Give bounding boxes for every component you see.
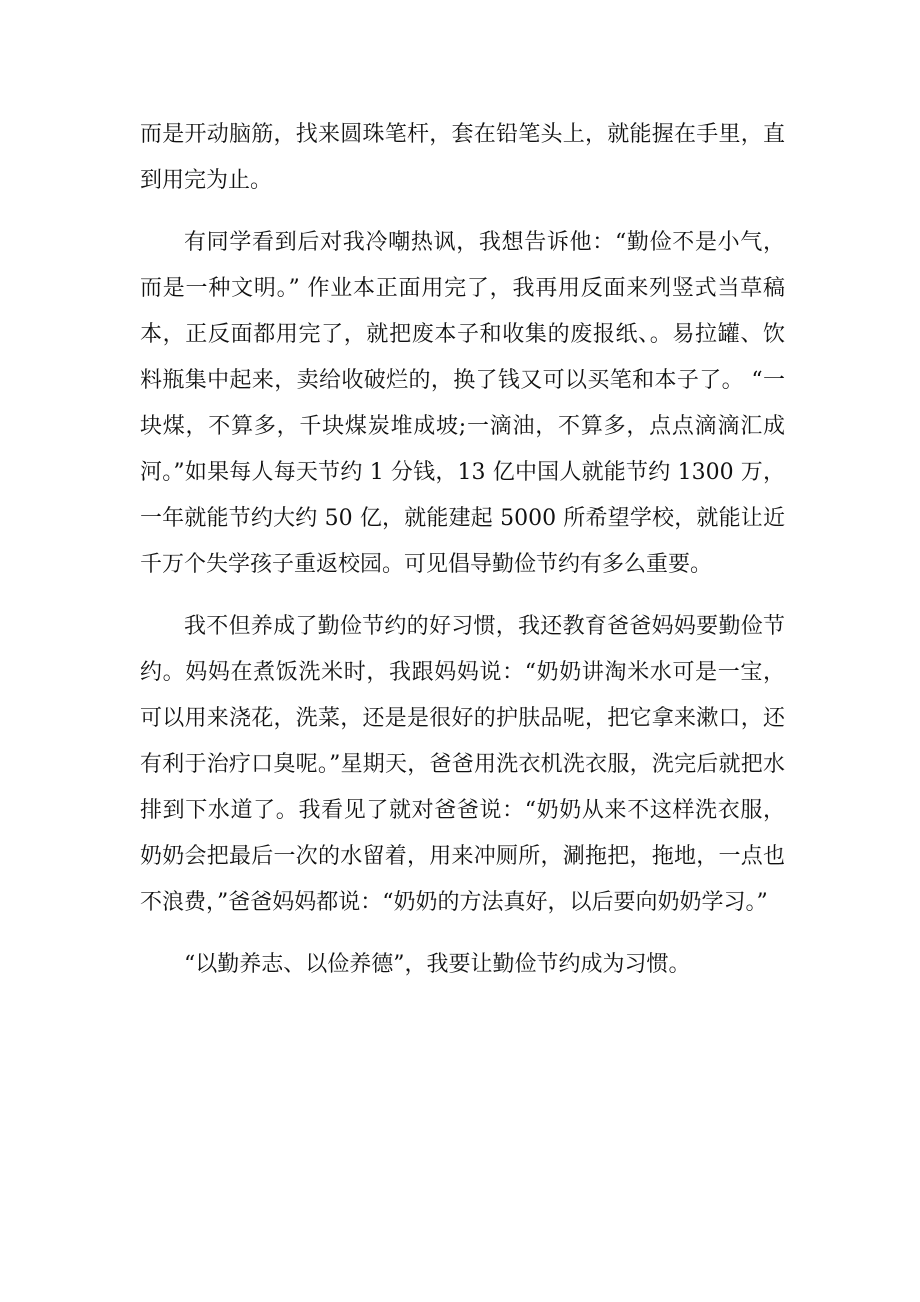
document-page (140, 112, 785, 1004)
paragraph-3: 我不但养成了勤俭节约的好习惯，我还教育爸爸妈妈要勤俭节约。妈妈在煮饭洗米时，我跟妈妈说：“奶奶讲淘米水可是一宝，可以用来浇花，洗菜，还是是很好的护肤品呢，把它拿来漱口，还有利于治疗口臭呢。”星期天，爸爸用洗衣机洗衣服，洗完后就把水排到下水道了。我看见了就对爸爸说：“奶奶从来不这样洗衣服，奶奶会把最后一次的水留着，用来冲厕所，涮拖把，拖地，一点也不浪费，”爸爸妈妈都说：“奶奶的方法真好，以后要向奶奶学习。” (140, 614, 785, 915)
paragraph-1: 而是开动脑筋，找来圆珠笔杆，套在铅笔头上，就能握在手里，直到用完为止。 (140, 122, 785, 193)
paragraph-4: “以勤养志、以俭养德”，我要让勤俭节约成为习惯。 (184, 952, 691, 977)
paragraph-2: 有同学看到后对我冷嘲热讽，我想告诉他：“勤俭不是小气，而是一种文明。” 作业本正面用完了，我再用反面来列竖式当草稿本，正反面都用完了，就把废本子和收集的废报纸、。易拉罐、饮料瓶集中起来，卖给收破烂的，换了钱又可以买笔和本子了。 “一块煤，不算多，千块煤炭堆成坡;一滴油，不算多，点点滴滴汇成河。”如果每人每天节约 1 分钱，13 亿中国人就能节约 1300 万，一年就能节约大约 50 亿，就能建起 5000 所希望学校，就能让近千万个失学孩子重返校园。可见倡导勤俭节约有多么重要。 (140, 230, 785, 577)
